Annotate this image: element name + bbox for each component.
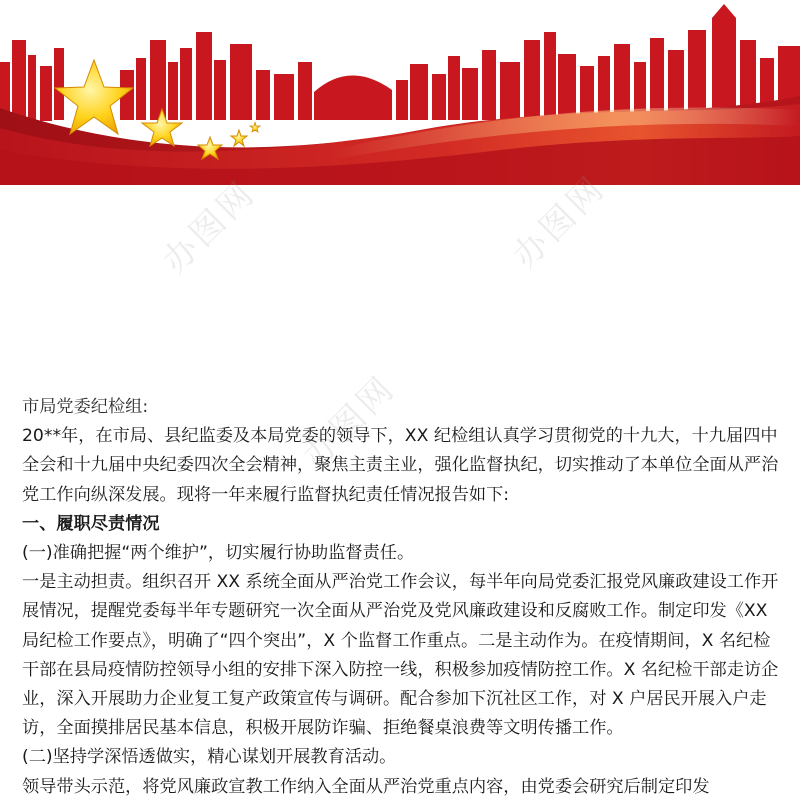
intro-paragraph: 20**年，在市局、县纪监委及本局党委的领导下，XX 纪检组认真学习贯彻党的十九大，十九届四中全会和十九届中央纪委四次全会精神，聚焦主责主业，强化监督执纪，切实推动了本单位全面从严治党工作向纵深发展。现将一年来履行监督执纪责任情况报告如下: [22,426,779,505]
watermark-text: 办图网 [155,172,264,282]
watermark-text: 办图网 [295,367,404,477]
salutation: 市局党委纪检组: [22,397,149,417]
section-heading: 一、履职尽责情况 [22,513,160,534]
skyline-ribbon-graphic [0,0,800,185]
star-icon [231,130,247,146]
subsection-heading: (一)准确把握“两个维护”，切实履行协助监督责任。 [22,543,415,564]
report-document [22,393,782,800]
header-banner [0,0,800,185]
body-paragraph: 一是主动担责。组织召开 XX 系统全面从严治党工作会议，每半年向局党委汇报党风廉政建设工作开展情况，提醒党委每半年专题研究一次全面从严治党及党风廉政建设和反腐败工作。制定印发《XX 局纪检工作要点》，明确了“四个突出”，X 个监督工作重点。二是主动作为。在疫情期间，X 名纪检干部在县局疫情防控领导小组的安排下深入防控一线，积极参加疫情防控工作。X 名纪检干部走访企业，深入开展助力企业复工复产政策宣传与调研。配合参加下沉社区工作，对 X 户居民开展入户走访，全面摸排居民基本信息，积极开展防诈骗、拒绝餐桌浪费等文明传播工作。 [22,572,779,739]
body-paragraph: 领导带头示范，将党风廉政宣教工作纳入全面从严治党重点内容，由党委会研究后制定印发 [22,776,710,797]
star-icon [250,122,260,132]
city-skyline [0,4,800,122]
watermark-text: 办图网 [505,167,614,277]
subsection-heading: (二)坚持学深悟透做实，精心谋划开展教育活动。 [22,747,397,768]
